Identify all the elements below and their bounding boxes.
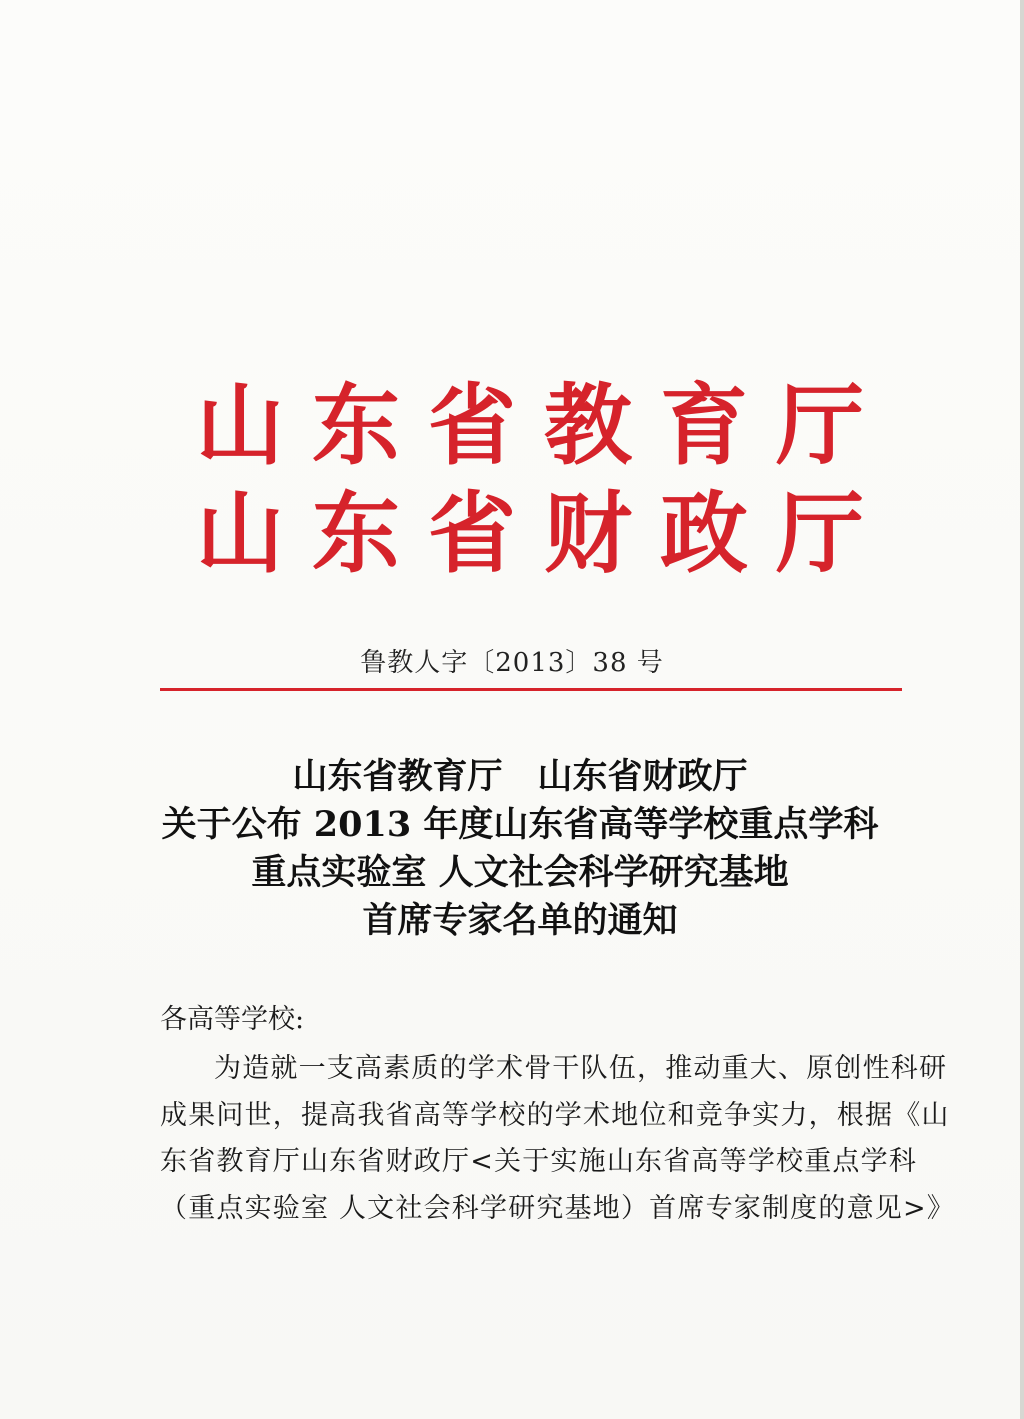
org-char: 省 bbox=[427, 481, 516, 585]
org-char: 东 bbox=[311, 481, 400, 585]
body-paragraph bbox=[160, 1046, 956, 1232]
document-number: 鲁教人字〔2013〕38 号 bbox=[360, 648, 664, 678]
org-name-education-department bbox=[190, 375, 870, 475]
title-line: 关于公布 2013 年度山东省高等学校重点学科 bbox=[161, 804, 879, 845]
org-char: 山 bbox=[195, 481, 284, 585]
org-char: 教 bbox=[543, 373, 632, 477]
org-char: 山 bbox=[195, 373, 284, 477]
org-name-finance-department bbox=[190, 483, 870, 583]
red-header-rule bbox=[160, 688, 902, 691]
salutation: 各高等学校: bbox=[160, 1004, 305, 1035]
title-line: 首席专家名单的通知 bbox=[362, 900, 678, 941]
org-char: 厅 bbox=[775, 481, 864, 585]
org-char: 省 bbox=[427, 373, 516, 477]
notice-title bbox=[140, 753, 900, 945]
org-char: 东 bbox=[311, 373, 400, 477]
body-line: （重点实验室 人文社会科学研究基地）首席专家制度的意见>》 bbox=[160, 1192, 956, 1224]
body-line: 成果问世，提高我省高等学校的学术地位和竞争实力，根据《山 bbox=[160, 1099, 950, 1131]
org-char: 育 bbox=[659, 373, 748, 477]
issuing-organizations bbox=[190, 375, 870, 583]
title-line: 重点实验室 人文社会科学研究基地 bbox=[251, 852, 789, 893]
org-char: 厅 bbox=[775, 373, 864, 477]
body-line: 为造就一支高素质的学术骨干队伍，推动重大、原创性科研 bbox=[214, 1053, 948, 1084]
scan-edge bbox=[1020, 0, 1024, 1419]
body-line: 东省教育厅山东省财政厅<关于实施山东省高等学校重点学科 bbox=[160, 1146, 918, 1177]
title-line: 山东省教育厅 山东省财政厅 bbox=[292, 756, 748, 797]
org-char: 财 bbox=[543, 481, 632, 585]
org-char: 政 bbox=[659, 481, 748, 585]
